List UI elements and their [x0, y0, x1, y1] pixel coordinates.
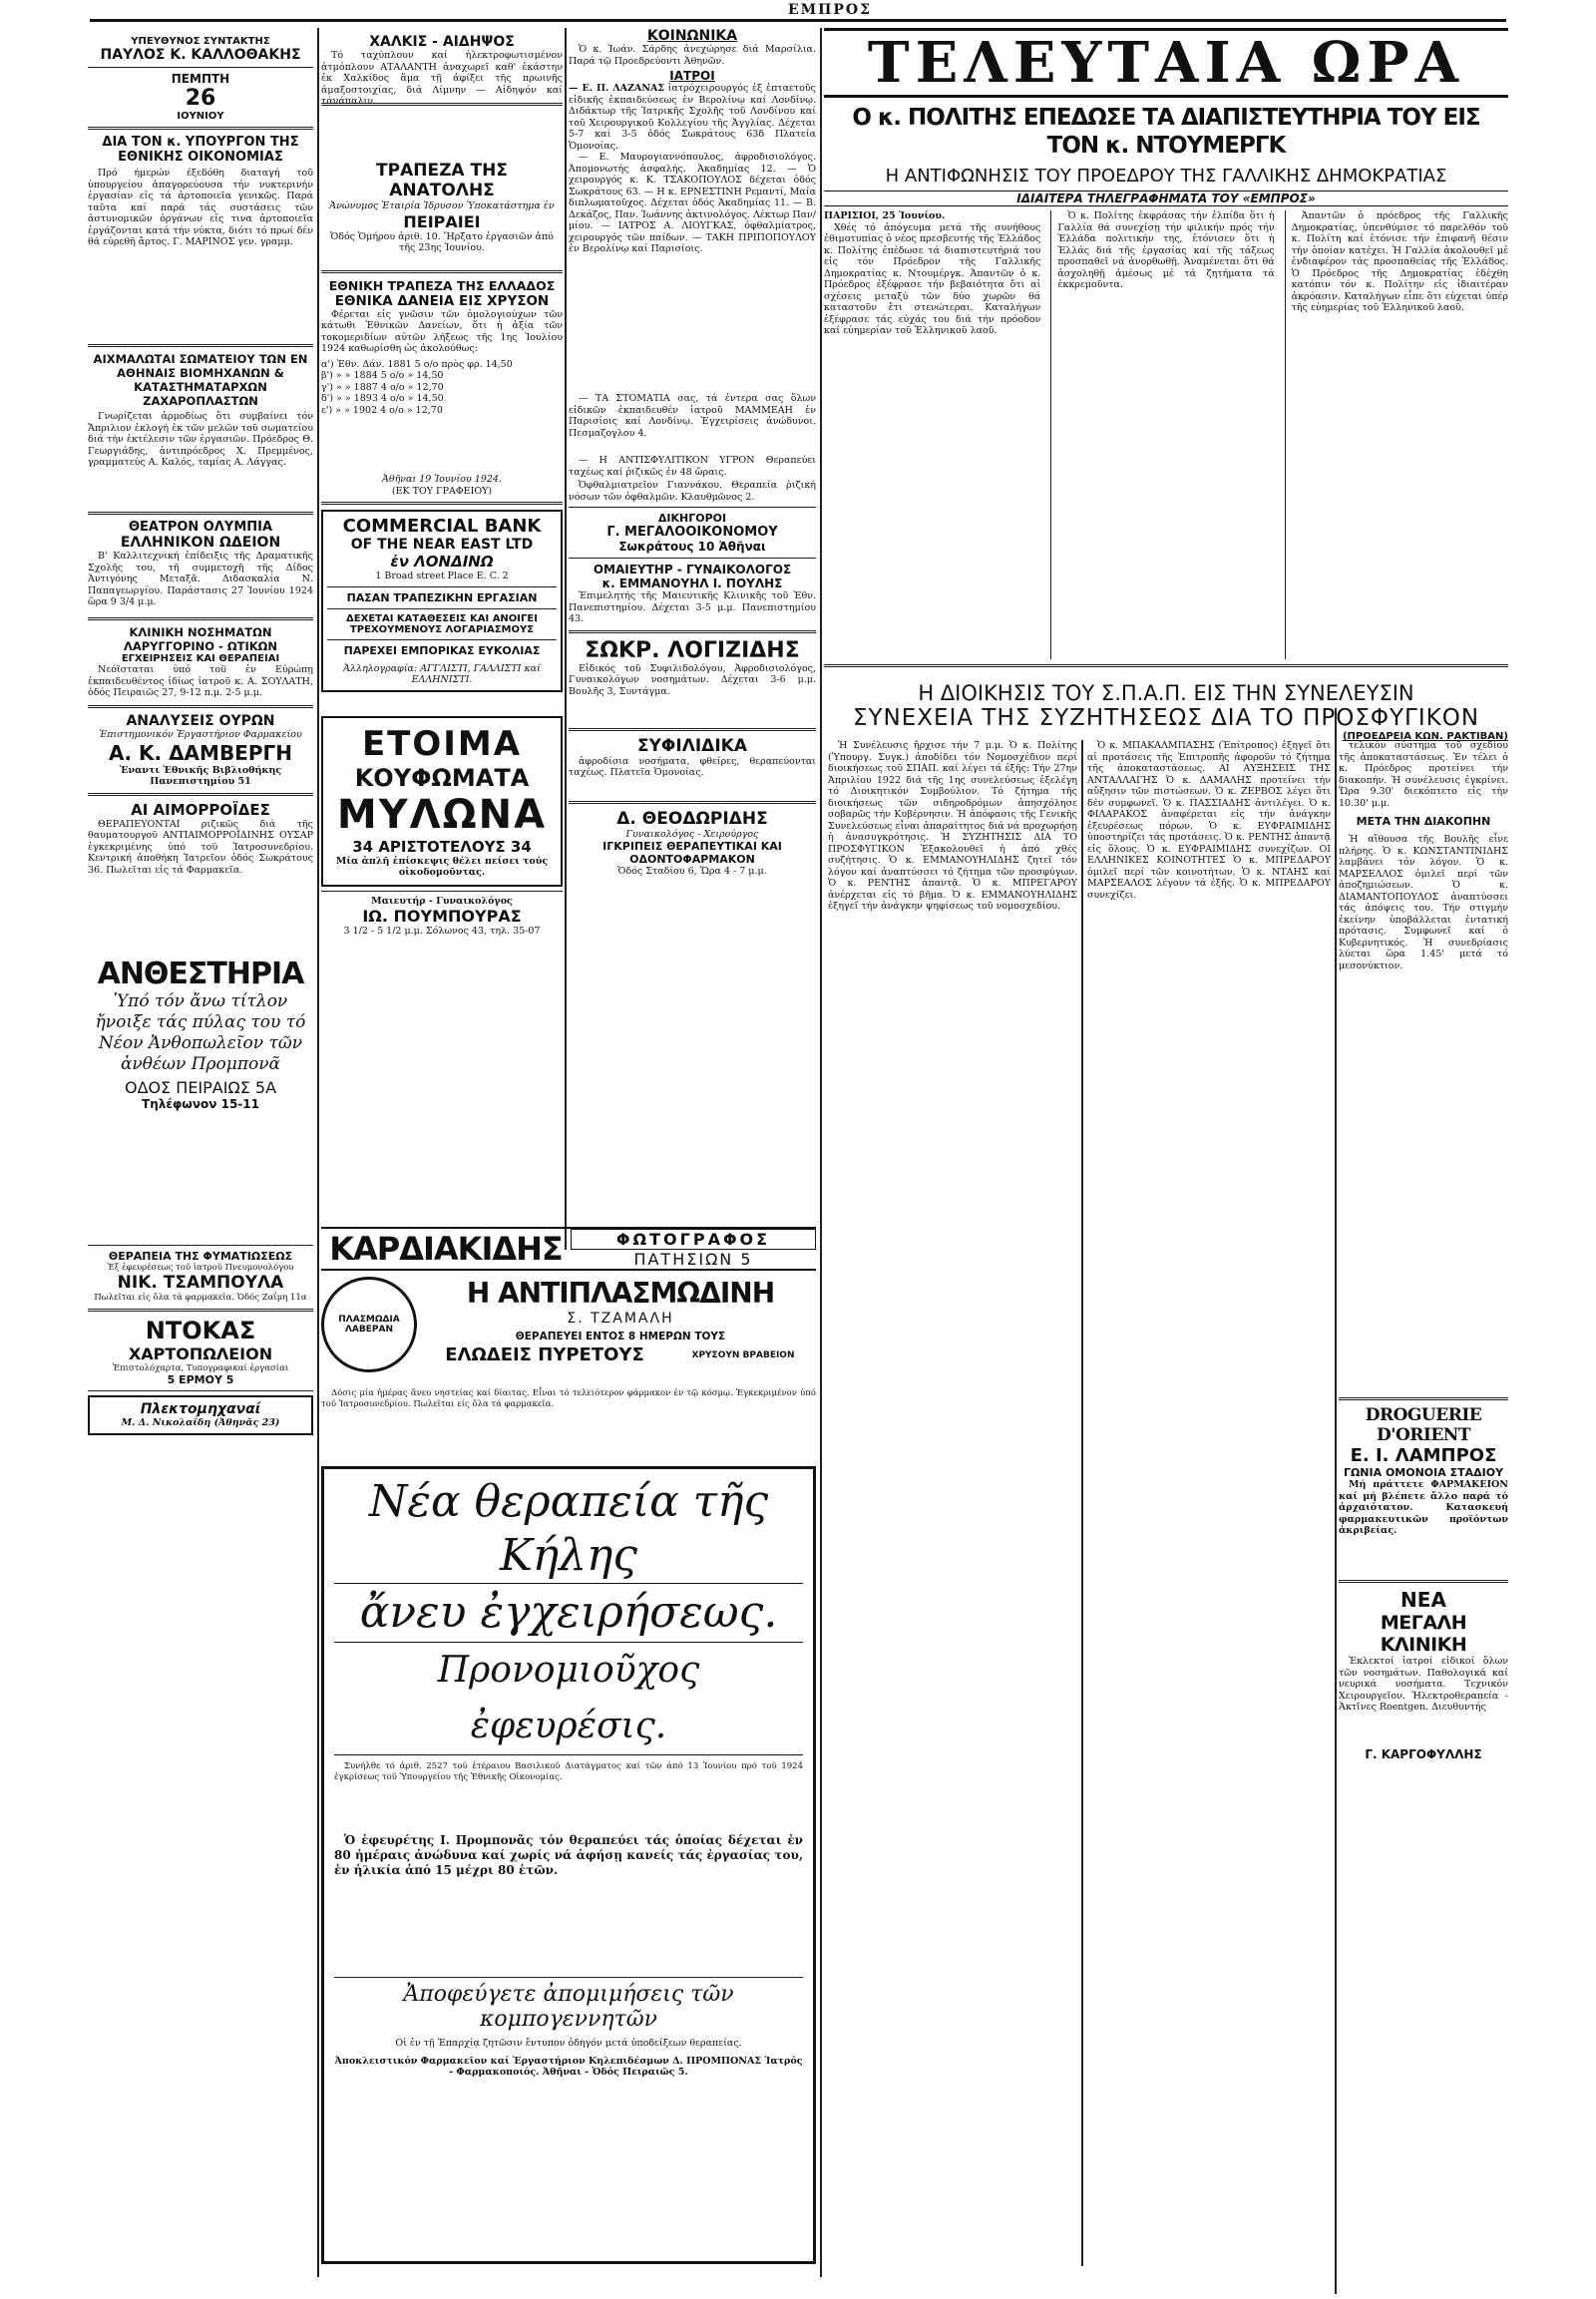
commercial-title: COMMERCIAL BANK: [342, 516, 542, 537]
ntokas-body: Ἐπιστολόχαρτα, Τυπογραφικαί ἐργασίαι: [112, 1362, 289, 1373]
story-part-b: Ὁ κ. Πολίτης ἐκφράσας τήν ἐλπίδα ὅτι ἡ Γαλλία θά συνεχίσῃ τήν φιλικήν πρός τήν Ἑλλάδα πολιτικήν της, ἐτόνισεν ὅτι ἡ Ἑλλάς διά τῆς ἐργασίας καί τῆς τάξεως προσπαθεῖ νά ἀνορθωθῇ. Ἀναμένεται ὅτι θά ἀσχοληθῇ ἀμέσως μέ τά ζητήματα τά ἐκκρεμοῦντα.: [1057, 210, 1275, 290]
doctor-name: — Ε. Π. ΛΑΖΑΝΑΣ: [569, 83, 665, 94]
dateline: ΠΑΡΙΣΙΟΙ, 25 Ἰουνίου.: [824, 210, 946, 221]
anatolis-address: Ὁδός Ὁμήρου ἀριθ. 10. Ἤρξατο ἐργασιῶν ἀπό τῆς 23ης Ἰουνίου.: [330, 230, 554, 253]
anthestiria-address: ΟΔΟΣ ΠΕΙΡΑΙΩΣ 5Α: [124, 1077, 277, 1097]
kili-ad: [321, 1466, 816, 2264]
ethniki-date: Ἀθῆναι 19 Ἰουνίου 1924.: [382, 474, 502, 485]
lawyer-address: Σωκράτους 10 Ἀθῆναι: [618, 540, 766, 554]
ethniki-subtitle: ΕΘΝΙΚΑ ΔΑΝΕΙΑ ΕΙΣ ΧΡΥΣΟΝ: [334, 292, 550, 309]
poumpouras-address: 3 1/2 - 5 1/2 μ.μ. Σόλωνος 43, τηλ. 35-07: [343, 926, 541, 937]
spap-column-2: Ὁ κ. ΜΠΑΚΑΛΜΠΑΣΗΣ (Ἐπίτροπος) ἐξηγεῖ ὅτι αἱ προτάσεις τῆς Ἐπιτροπῆς ἀφοροῦν τό ζήτημα τῆς ἀποκαταστάσεως. ΑΙ ΑΥΞΗΣΕΙΣ ΤΗΣ ΑΝΤΑΛΛΑΓΗΣ Ὁ κ. ΔΑΜΑΛΗΣ προτείνει τήν αὔξησιν τῶν πιστώσεων. Ὁ κ. ΖΕΡΒΟΣ λέγει ὅτι δέν συμφωνεῖ. Ὁ κ. ΠΑΣΣΙΑΔΗΣ ἀντιλέγει. Ὁ κ. ΦΙΛΑΡΑΚΟΣ ἀναφέρεται εἰς τήν ἀνάγκην ἐξευρέσεως πόρων. Ὁ κ. ΕΥΦΡΑΙΜΙΔΗΣ ὑποστηρίζει τάς προτάσεις. Ὁ κ. ΡΕΝΤΗΣ ἀπαντᾷ εἰς ὅλους. Ὁ κ. ΕΥΦΡΑΙΜΙΔΗΣ συνεχίζων. ΟΙ ΕΛΛΗΝΙΚΕΣ ΚΟΙΝΟΤΗΤΕΣ Ὁ κ. ΜΠΡΕΔΑΡΟΥ ὁμιλεῖ περί τῶν κοινοτήτων. Ὁ κ. ΝΤΑΗΣ καί ΜΑΡΣΕΑΛΟΣ λέγουν τά ἑξῆς. Ὁ κ. ΜΠΡΕΔΑΡΟΥ συνεχίζει.: [1087, 740, 1331, 901]
theod-name: Δ. ΘΕΟΔΩΡΙΔΗΣ: [616, 808, 768, 829]
spap-column-3: [1339, 740, 1508, 2266]
anatolis-title: ΤΡΑΠΕΖΑ ΤΗΣ ΑΝΑΤΟΛΗΣ: [376, 161, 508, 200]
gyn-name: ΟΜΑΙΕΥΤΗΡ - ΓΥΝΑΙΚΟΛΟΓΟΣ: [593, 563, 792, 576]
anatolis-subtitle: Ἀνώνυμος Ἑταιρία Ἱδρυσον Ὑποκατάστημα ἐν: [329, 200, 555, 211]
tb-name: ΝΙΚ. ΤΣΑΜΠΟΥΛΑ: [117, 1273, 284, 1293]
commercial-subtitle: OF THE NEAR EAST LTD: [350, 537, 534, 553]
kili-body2: Ὁ ἐφευρέτης Ι. Προμπονᾶς τόν θεραπεύει τάς ὁποίας δέχεται ἐν 80 ἡμέραις ἀνώδυνα καί χωρίς νά ἀφήσῃ κανείς τάς ἐργασίας του, ἐν ἡλικία ἀπό 15 μέχρι 80 ἐτῶν.: [334, 1833, 803, 1877]
column-3: [569, 28, 816, 1250]
ethniki-office: (ΕΚ ΤΟΥ ΓΡΑΦΕΙΟΥ): [391, 485, 493, 497]
plasmodini-seal: [321, 1277, 417, 1372]
ethniki-title: ΕΘΝΙΚΗ ΤΡΑΠΕΖΑ ΤΗΣ ΕΛΛΑΔΟΣ: [328, 277, 556, 293]
spap-kicker: (ΠΡΟΕΔΡΕΙΑ ΚΩΝ. ΡΑΚΤΙΒΑΝ): [1342, 731, 1508, 742]
droguerie-address: ΓΩΝΙΑ ΟΜΟΝΟΙΑ ΣΤΑΔΙΟΥ: [1343, 1466, 1504, 1479]
plekt-title: Πλεκτομηχαναί: [140, 1401, 261, 1417]
lawyers-header: ΔΙΚΗΓΟΡΟΙ: [657, 512, 727, 525]
ethniki-table: [321, 359, 563, 417]
doctors-header: ΙΑΤΡΟΙ: [669, 69, 715, 83]
urine-address: Ἐναντι Ἐθνικῆς Βιβλιοθήκης Πανεπιστημίου 51: [119, 764, 282, 787]
kardiakidis-ad: [321, 1227, 816, 1271]
hemo-body: ΘΕΡΑΠΕΥΟΝΤΑΙ ριζικῶς διά τῆς θαυματουργοῦ ΑΝΤΙΑΙΜΟΡΡΟΪΔΙΝΗΣ ΟΥΣΑΡ ἐγκεκριμένης ὑπό τοῦ Ἰατροσυνεδρίου. Κεντρική ἀποθήκη Ἰατρεῖον ὁδός Σωκράτους 36. Πωλεῖται εἰς τά Φαρμακεῖα.: [88, 818, 313, 876]
story-part-a: Χθές τό ἀπόγευμα μετά τῆς συνήθους ἐθιμοτυπίας ὁ νέος πρεσβευτής τῆς Ἑλλάδος κ. Πολίτης ἐπέδωσε τά διαπιστευτήριά του εἰς τόν Πρόεδρον τῆς Γαλλικῆς Δημοκρατίας κ. Ντουμέργκ. Ἀπαντῶν ὁ κ. Πρόεδρος ἐξέφρασε τήν βεβαιότητα ὅτι αἱ σχέσεις μεταξύ τῶν δύο χωρῶν θά καταστοῦν ἔτι στενώτεραι. Καταλήγων ἐξέφρασε τάς εὐχάς του διά τήν πρόοδον καί εὐημερίαν τοῦ Ἑλληνικοῦ λαοῦ.: [824, 221, 1041, 336]
plasmodini-disease: ΕΛΩΔΕΙΣ ΠΥΡΕΤΟΥΣ: [445, 1344, 644, 1365]
klinik-title2: ΜΕΓΑΛΗ ΚΛΙΝΙΚΗ: [1380, 1612, 1467, 1656]
droguerie-body: Μή πράττετε ΦΑΡΜΑΚΕΙΟΝ καί μή βλέπετε ἄλλο παρά τό ἀρχαιότατον. Κατασκευή φαρμακευτικῶν προϊόντων ἀκριβείας.: [1339, 1479, 1508, 1536]
mylona-address: 34 ΑΡΙΣΤΟΤΕΛΟΥΣ 34: [352, 837, 532, 856]
kili-footer: Ἀποφεύγετε ἀπομιμήσεις τῶν κομπογεννητῶν: [403, 1982, 734, 2032]
article-body: Πρό ήμερών έξεδόθη διαταγή τοῦ ὑπουργείου ἀπαγορεύουσα τήν νυκτερινήν ἐργασίαν εἰς τά ἀρτοποιεῖα γενικῶς. Παρά ταῦτα καί παρά τάς συστάσεις τῶν ἀστυνομικῶν ὀργάνων εἰς τινα ἀρτοποιεῖα ἐργάζονται κατά τήν νύκτα, διότι τό πρωί δέν θά εὑρεθῆ ἄρτος. Γ. ΜΑΡΙΝΟΣ γεν. γραμμ.: [88, 168, 313, 247]
doctors-list: — Ε. Μαυρογιαννόπουλος, ἀφροδισιολόγος. Ἀπομονωτής ἀσφαλής. Ἀκαδημίας 12. — Ὁ χειρουργός κ. Κ. ΤΣΑΚΟΠΟΥΛΟΣ δέχεται ὁδός Σωκράτους 63. — Η κ. ΕΡΝΕΣΤΙΝΗ Ρεμαντί, Μαία διπλωματοῦχος. Δέχεται ὁδός Ἀκαδημίας 11. — Β. Δεκάζος, Παν. Ἰωάννης ἀκτινολόγος. Λέκτωρ Παν/μίου. — ΙΑΤΡΟΣ Α. ΛΙΟΥΓΚΑΣ, ὀφθαλμίατρος, χειρουργός τῶν παίδων. — ΤΑΚΗ ΠΡΙΠΟΠΟΥΛΟΥ ἐν Βερολίνῳ καί Παρισίοις.: [569, 152, 816, 254]
theod-address: Ὁδός Σταδίου 6, Ὥρα 4 - 7 μ.μ.: [617, 866, 767, 877]
tb-subtitle: Ἐξ ἐφευρέσεως τοῦ ἰατροῦ Πνευμονολόγου: [107, 1262, 294, 1273]
doctor-entry: — Η ΑΝΤΙΣΦΥΛΙΤΙΚΟΝ ΥΓΡΟΝ Θεραπεύει ταχέως καί ῥιζικῶς ἐν 48 ὥραις.: [569, 455, 816, 478]
doctor-entry: Ὀφθαλμιατρεῖον Γιαννάκου. Θεραπεία ῥιζική νόσων τῶν ὀφθαλμῶν. Κλαυθμῶνος 2.: [569, 480, 816, 503]
ethniki-row: γ') » » 1887 4 ο/ο » 12,70: [321, 381, 444, 393]
ntokas-subtitle: ΧΑΡΤΟΠΩΛΕΙΟΝ: [128, 1343, 273, 1363]
telegram-columns: [824, 210, 1508, 659]
klinik-title1: ΝΕΑ: [1400, 1588, 1446, 1612]
ntokas-title: ΝΤΟΚΑΣ: [145, 1316, 256, 1344]
logizidis-name: ΣΩΚΡ. ΛΟΓΙΖΙΔΗΣ: [585, 637, 800, 663]
doctor-entry: — ΤΑ ΣΤΟΜΑΤΙΑ σας, τά ἐντερα σας ὅλων εἰδικῶν ἐκπαιδευθέν ἰατροῦ ΜΑΜΜΕΑΗ ἐν Παρισίοις καί Λονδίνῳ. Ἐγχειρίσεις ἀνώδυνοι. Πεσμαζογλου 4.: [569, 393, 816, 439]
anatolis-city: ΠΕΙΡΑΙΕΙ: [403, 211, 481, 231]
story-part-c: Ἀπαντῶν ὁ πρόεδρος τῆς Γαλλικῆς Δημοκρατίας, ὑπενθύμισε τό παρελθόν τοῦ κ. Πολίτη καί ἐτόνισε τήν ἐπιφανῆ θέσιν τήν ὁποίαν κατέχει. Ἡ Γαλλία ἀκολουθεῖ μέ ἐνδιαφέρον τάς προσπαθείας τῆς Ἑλλάδος. Ὁ Πρόεδρος τῆς Δημοκρατίας ἐδέχθη κατόπιν τόν κ. Πολίτην εἰς ἰδιαιτέραν ἀκρόασιν. Καταλήγων εἶπε ὅτι εὐχεται ὑπέρ τῆς εὐημερίας τοῦ Ἑλληνικοῦ λαοῦ.: [1291, 210, 1508, 313]
ntokas-address: 5 ΕΡΜΟΥ 5: [167, 1373, 234, 1386]
column-rule: [317, 28, 319, 2277]
syphil-title: ΣΥΦΙΛΙΔΙΚΑ: [637, 735, 747, 756]
anthestiria-phone: Τηλέφωνον 15-11: [142, 1096, 259, 1111]
urine-subtitle: Ἐπιστημονικόν Ἐργαστήριον Φαρμακείου: [99, 729, 302, 740]
plekt-address: Μ. Δ. Νικολαΐδη (Ἀθηνᾶς 23): [121, 1417, 280, 1428]
mylona-body: Μία ἁπλῆ ἐπίσκεψις θέλει πείσει τούς οἰκοδομοῦντας.: [335, 855, 549, 878]
commercial-address: 1 Broad street Place E. C. 2: [375, 571, 509, 581]
ethniki-row: β') » » 1884 5 ο/ο » 14,50: [321, 370, 444, 381]
main-kicker: ΙΔΙΑΙΤΕΡΑ ΤΗΛΕΓΡΑΦΗΜΑΤΑ ΤΟΥ «ΕΜΠΡΟΣ»: [824, 191, 1508, 206]
editor-label: ΥΠΕΥΘΥΝΟΣ ΣΥΝΤΑΚΤΗΣ: [131, 36, 270, 47]
kardiakidis-address: ΠΑΤΗΣΙΩΝ 5: [633, 1250, 753, 1269]
lawyer-name: Γ. ΜΕΓΑΛΟΟΙΚΟΝΟΜΟΥ: [606, 525, 778, 540]
spap-column-3-text: τελικόν σύστημα τοῦ σχεδίου τῆς ἀποκαταστάσεως. Ἐν τέλει ὁ κ. Πρόεδρος προτείνει τήν διακοπήν. Ἡ συνέλευσις ἐγκρίνει. Ὥρα 9.30' διεκόπτετο εἰς τήν 10.30' μ.μ.: [1339, 740, 1508, 809]
article-title: ΔΙΑ ΤΟΝ κ. ΥΠΟΥΡΓΟΝ ΤΗΣ ΕΘΝΙΚΗΣ ΟΙΚΟΝΟΜΙΑΣ: [102, 135, 299, 165]
ethniki-row: α') Ἐθν. Δάν. 1881 5 ο/ο πρὸς φρ. 14,50: [321, 358, 513, 370]
syphil-body: ἀφροδίσια νοσήματα, φθείρες, θεραπεύονται ταχέως. Πλατεῖα Ὁμονοίας.: [569, 755, 816, 778]
social-body: Ὁ κ. Ἰωάν. Σάρδης ἀνεχώρησε διά Μαρσίλια. Παρά τῷ Προεδρεύοντι Ἀθηνῶν.: [569, 44, 816, 67]
urine-title: ΑΝΑΛΥΣΕΙΣ ΟΥΡΩΝ: [126, 713, 275, 729]
urine-name: Α. Κ. ΔΑΜΒΕΡΓΗ: [108, 740, 292, 765]
anthestiria-body: Ὑπό τόν ἄνω τίτλον ἤνοιξε τάς πύλας του τό Νέον Ἀνθοπωλεῖον τῶν ἀνθέων Προμπονᾶ: [95, 990, 306, 1074]
main-subhead: Η ΑΝΤΙΦΩΝΗΣΙΣ ΤΟΥ ΠΡΟΕΔΡΟΥ ΤΗΣ ΓΑΛΛΙΚΗΣ ΔΗΜΟΚΡΑΤΙΑΣ: [885, 166, 1447, 187]
droguerie-name: Ε. Ι. ΛΑΜΠΡΟΣ: [1350, 1445, 1497, 1466]
plasmodini-ad: [321, 1277, 816, 1386]
gyn-body: Ἐπιμελητής τῆς Μαιευτικῆς Κλινικῆς τοῦ Ἐθν. Πανεπιστημίου. Δέχεται 3-5 μ.μ. Πανεπιστημίου 43.: [569, 590, 816, 624]
main-headline: Ο κ. ΠΟΛΙΤΗΣ ΕΠΕΔΩΣΕ ΤΑ ΔΙΑΠΙΣΤΕΥΤΗΡΙΑ ΤΟΥ ΕΙΣ ΤΟΝ κ. ΝΤΟΥΜΕΡΓΚ: [852, 105, 1480, 159]
klinik-director: Γ. ΚΑΡΓΟΦΥΛΛΗΣ: [1365, 1747, 1482, 1761]
kili-body1: Συνήλθε τό ἀριθ. 2527 τοῦ ἐτέραιου Βασιλικοῦ Διατάγματος καί τῶν ἀπό 13 Ἰουνίου πρό τοῦ 1924 ἐγκρίσεως τοῦ Ὑπουργείου τῆς Ἐθνικῆς Οἰκονομίας.: [334, 1761, 803, 1782]
tb-body: Πωλεῖται εἰς ὅλα τά φαρμακεῖα. Ὁδός Ζαΐμη 11α: [94, 1293, 307, 1303]
date-month: ΙΟΥΝΙΟΥ: [177, 111, 224, 122]
article-body: Γνωρίζεται ἀρμοδίως ὅτι συμβαίνει τόν Ἄπριλιον ἐκλογή ἐκ τῶν μελῶν τοῦ σωματείου διά τήν ἐκτέλεσιν τῶν ἐργασιῶν. Πρόεδρος Θ. Γεωργιάδης, ἀντιπρόεδρος Χ. Πρεμμένος, γραμματεύς Α. Καλός, ταμίας Α. Λάγγας.: [88, 411, 313, 468]
article-title: ΑΙΧΜΑΛΩΤΑΙ ΣΩΜΑΤΕΙΟΥ ΤΩΝ ΕΝ ΑΘΗΝΑΙΣ ΒΙΟΜΗΧΑΝΩΝ & ΚΑΤΑΣΤΗΜΑΤΑΡΧΩΝ ΖΑΧΑΡΟΠΛΑΣΤΩΝ: [93, 352, 308, 408]
mylona-top: ΕΤΟΙΜΑ: [361, 723, 523, 764]
masthead-name: ΕΜΠΡΟΣ: [788, 2, 873, 18]
commercial-body: ΠΑΡΕΧΕΙ ΕΜΠΟΡΙΚΑΣ ΕΥΚΟΛΙΑΣ: [343, 643, 541, 657]
social-header: ΚΟΙΝΩΝΙΚΑ: [646, 28, 738, 44]
clinic-title: ΚΛΙΝΙΚΗ ΝΟΣΗΜΑΤΩΝ ΛΑΡΥΓΓΟΡΙΝΟ - ΩΤΙΚΩΝ: [123, 625, 278, 653]
odeion-body: Β' Καλλιτεχνική ἐπίδειξις τῆς Δραματικῆς Σχολῆς του, τῆ συμμετοχῆ τῆς Δίδος Ἀντιγόνης Μεταξᾶ. Διδασκαλία Ν. Παπαγεωργίου. Παράστασις 27 Ἰουνίου 1924 ὥρα 9 3/4 μ.μ.: [88, 551, 313, 607]
clinic-subtitle: ΕΓΧΕΙΡΗΣΕΙΣ ΚΑΙ ΘΕΡΑΠΕΙΑΙ: [121, 653, 280, 664]
theod-body: ΙΓΚΡΙΠΕΙΣ ΘΕΡΑΠΕΥΤΙΚΑΙ ΚΑΙ ΟΔΟΝΤΟΦΑΡΜΑΚΟΝ: [602, 840, 782, 866]
plasmodini-maker: Σ. ΤΖΑΜΑΛΗ: [567, 1311, 674, 1327]
spap-column-1: Ἡ Συνέλευσις ἤρχισε τήν 7 μ.μ. Ὁ κ. Πολίτης (Ὑπουργ. Συγκ.) ἀποδίδει τόν Νομοσχέδιον περί διοικήσεως τοῦ ΣΠΑΠ. καί λέγει τά ἑξῆς: Τήν 27ην Ἀπριλίου 1922 διά τῆς 1ης συνελεύσεως ἐξελέγη τό Διοικητικόν Συμβούλιον. Τό ζήτημα τῆς διοικήσεως τῶν σιδηροδρόμων ἀπησχόλησε σοβαρῶς τήν Κυβέρνησιν. Ἡ ἀπόφασις τῆς Γενικῆς Συνελεύσεως εἶναι ἀπαραίτητος διά νά προχωρήσῃ ἡ ἀνασυγκρότησις. Ἡ ΣΥΖΗΤΗΣΙΣ ΔΙΑ ΤΟ ΠΡΟΣΦΥΓΙΚΟΝ Ἐξακολουθεῖ ἡ ἀπό χθές συζήτησις. Ὁ κ. ΕΜΜΑΝΟΥΗΛΙΔΗΣ ζητεῖ τόν λόγον καί ἀναπτύσσει τό ζήτημα τῶν προσφύγων. Ὁ κ. ΡΕΝΤΗΣ ἀπαντᾷ. Ὁ κ. ΜΠΡΕΓΑΡΟΥ ἀνέρχεται εἰς τό βῆμα. Ὁ κ. ΕΜΜΑΝΟΥΗΛΙΔΗΣ ἐξηγεῖ τήν ἀνάγκην ψηφίσεως τοῦ νομοσχεδίου.: [828, 740, 1077, 912]
droguerie-title: DROGUERIE D'ORIENT: [1365, 1405, 1482, 1445]
mylona-mid: ΚΟΥΦΩΜΑΤΑ: [354, 763, 530, 792]
column-rule: [820, 28, 822, 2277]
kardiakidis-trade: ΦΩΤΟΓΡΑΦΟΣ: [571, 1229, 816, 1250]
ethniki-body: Φέρεται εἰς γνῶσιν τῶν ὁμολογιούχων τῶν κάτωθι Ἐθνικῶν Δανείων, ὅτι ἡ ἀξία τῶν τοκομεριδίων αὐτῶν λήξεως τῆς 1ης Ἰουλίου 1924 καθωρίσθη ὡς ἀκολούθως:: [321, 308, 563, 354]
column-rule: [565, 28, 567, 1250]
column-rule: [1081, 740, 1083, 2266]
commercial-correspondence: Ἀλληλογραφία: ΑΓΓΛΙΣΤΙ, ΓΑΛΛΙΣΤΙ καί ΕΛΛΗΝΙΣΤΙ.: [343, 662, 541, 685]
poumpouras-subtitle: Μαιευτήρ - Γυναικολόγος: [371, 895, 513, 907]
plasmodini-body: Δόσις μία ἡμέρας ἄνευ νηστείας καί δίαιτας. Εἶναι τό τελειότερον φάρμακον ἐν τῷ κόσμῳ. Ἐγκεκριμένον ὑπό τοῦ Ἰατροσυνεδρίου. Πωλεῖται εἰς ὅλα τά φαρμακεῖα.: [321, 1388, 816, 1409]
clinic-body: Νεόϊσταται ὑπό τοῦ ἐν Εὐρώπῃ ἐκπαιδευθέντος ἰδίως ἰατροῦ κ. Α. ΣΟΥΛΑΤΗ, ὁδός Πειραιῶς 27, 9-12 π.μ. 2-5 μ.μ.: [88, 664, 313, 698]
plasmodini-claim: ΘΕΡΑΠΕΥΕΙ ΕΝΤΟΣ 8 ΗΜΕΡΩΝ ΤΟΥΣ: [515, 1331, 726, 1342]
tb-title: ΘΕΡΑΠΕΙΑ ΤΗΣ ΦΥΜΑΤΙΩΣΕΩΣ: [108, 1249, 293, 1263]
chalkis-body: Τό ταχύπλουν καί ἡλεκτροφωτισμένον ἀτμόπλουν ΑΤΑΛΑΝΤΗ ἀναχωρεῖ καθ' ἑκάστην ἐκ Χαλκίδος ἅμα τῇ ἀφίξει τῆς πρωινῆς ἁμαξοστοιχίας, διά Λίμνην — Αἰδηψόν καί τάνάπαλιν.: [321, 50, 563, 107]
chalkis-title: ΧΑΛΚΙΣ - ΑΙΔΗΨΟΣ: [369, 34, 515, 50]
mylona-name: ΜΥΛΩΝΑ: [336, 791, 548, 838]
commercial-city: ἐν ΛΟΝΔΙΝΩ: [390, 553, 494, 571]
spap-subtitle: ΣΥΝΕΧΕΙΑ ΤΗΣ ΣΥΖΗΤΗΣΕΩΣ ΔΙΑ ΤΟ ΠΡΟΣΦΥΓΙΚΟΝ: [852, 705, 1480, 731]
kili-line2: ἄνευ ἐγχειρήσεως.: [334, 1584, 803, 1643]
spap-title: Η ΔΙΟΙΚΗΣΙΣ ΤΟΥ Σ.Π.Α.Π. ΕΙΣ ΤΗΝ ΣΥΝΕΛΕΥΣΙΝ: [918, 681, 1414, 705]
column-1: [88, 28, 313, 2277]
date-day: 26: [185, 86, 216, 111]
theod-subtitle: Γυναικολόγος - Χειρούργος: [625, 828, 759, 840]
spap-column-3b: Ἡ αἴθουσα τῆς Βουλῆς εἶνε πλήρης. Ὁ κ. ΚΩΝΣΤΑΝΤΙΝΙΔΗΣ λαμβάνει τόν λόγον. Ὁ κ. ΜΑΡΣΕΛΛΟΣ ὁμιλεῖ περί τῶν ἀποζημιώσεων. Ὁ κ. ΔΙΑΜΑΝΤΟΠΟΥΛΟΣ ἀναπτύσσει τάς ἀπόψεις του. Τήν στιγμήν ἐκείνην ὑποβάλλεται ἐντατική πρότασις. Συμφωνεῖ καί ὁ Κυβερνητικός. Ἡ συνεδρίασις λύεται ὥρα 1.45' μετά τό μεσονύκτιον.: [1339, 834, 1508, 971]
theater-title: ΘΕΑΤΡΟΝ ΟΛΥΜΠΙΑ: [128, 520, 273, 535]
ethniki-row: ε') » » 1902 4 ο/ο » 12,70: [321, 404, 443, 416]
kili-line3: Προνομιοῦχος ἐφευρέσις.: [334, 1643, 803, 1755]
date-weekday: ΠΕΜΠΤΗ: [171, 72, 230, 86]
masthead-strip: [90, 2, 1506, 22]
ethniki-row: δ') » » 1893 4 ο/ο » 14,50: [321, 393, 444, 404]
hemo-title: ΑΙ ΑΙΜΟΡΡΟΪΔΕΣ: [131, 800, 270, 819]
anthestiria-title: ΑΝΘΕΣΤΗΡΙΑ: [97, 956, 304, 991]
klinik-body: Ἐκλεκτοί ἰατροί εἰδικοί ὅλων τῶν νοσημάτων. Παθολογικά καί νευρικά νοσήματα. Τεχνικόν Χειρουργεῖον. Ἠλεκτροθεραπεία - Ἀκτῖνες Roentgen. Διευθυντής: [1339, 1656, 1508, 1713]
odeion-title: ΕΛΛΗΝΙΚΟΝ ΩΔΕΙΟΝ: [120, 535, 281, 551]
banner: ΤΕΛΕΥΤΑΙΑ ΩΡΑ: [824, 28, 1508, 98]
gyn-doctor: κ. ΕΜΜΑΝΟΥΗΛ Ι. ΠΟΥΛΗΣ: [601, 576, 783, 590]
doctor-body: ἰατρόχειρουργός ἐξ ἑπταετοῦς εἰδικῆς ἐκπαιδεύσεως ἐν Βερολίνῳ καί Λονδίνῳ. Διδάκτωρ τῆς Ἰατρικῆς Σχολῆς τοῦ Λονδίνου καί τοῦ Χειρουργικοῦ Κολλεγίου τῆς Ἀγγλίας. Δέχεται 5-7 καί 3-5 ὁδός Σωκράτους 63δ Πλατεία Ὁμονοίας.: [569, 83, 816, 152]
kili-footer-body: Οἱ ἐν τῇ Ἐπαρχίᾳ ζητῶσιν ἔντυπον ὁδηγόν μετά ὑποδείξεων θεραπείας.: [395, 2038, 742, 2049]
logizidis-body: Εἰδικός τοῦ Συφιλιδολόγου, Ἀφροδισιολόγος, Γυναικολόγων νοσημάτων. Δέχεται 3-6 μ.μ. Βουλῆς 3, Συντάγμα.: [569, 662, 816, 697]
plasmodini-seal-text: ΠΛΑΣΜΩΔΙΑ ΛΑΒΕΡΑΝ: [338, 1315, 400, 1335]
meta-title: ΜΕΤΑ ΤΗΝ ΔΙΑΚΟΠΗΝ: [1356, 815, 1491, 828]
commercial-body: ΠΑΣΑΝ ΤΡΑΠΕΖΙΚΗΝ ΕΡΓΑΣΙΑΝ: [346, 590, 538, 604]
plasmodini-title: Η ΑΝΤΙΠΛΑΣΜΩΔΙΝΗ: [466, 1277, 775, 1310]
poumpouras-name: ΙΩ. ΠΟΥΜΠΟΥΡΑΣ: [362, 907, 522, 926]
column-2: [321, 28, 563, 1250]
kardiakidis-name: ΚΑΡΔΙΑΚΙΔΗΣ: [329, 1230, 563, 1268]
kili-agent: Ἀποκλειστικόν Φαρμακεῖον καί Ἐργαστήριον Κηλεπιδέσμων Δ. ΠΡΟΜΠΟΝΑΣ Ἰατρός - Φαρμακοποιός. Ἀθῆναι - Ὁδός Πειραιῶς 5.: [334, 2055, 803, 2078]
plasmodini-award: ΧΡΥΣΟΥΝ ΒΡΑΒΕΙΟΝ: [691, 1350, 795, 1360]
kili-line1: Νέα θεραπεία τῆς Κήλης: [334, 1475, 803, 1584]
editor-name: ΠΑΥΛΟΣ Κ. ΚΑΛΛΟΘΑΚΗΣ: [100, 47, 301, 63]
commercial-body: ΔΕΧΕΤΑΙ ΚΑΤΑΘΕΣΕΙΣ ΚΑΙ ΑΝΟΙΓΕΙ ΤΡΕΧΟΥΜΕΝΟΥΣ ΛΟΓΑΡΙΑΣΜΟΥΣ: [346, 612, 538, 635]
